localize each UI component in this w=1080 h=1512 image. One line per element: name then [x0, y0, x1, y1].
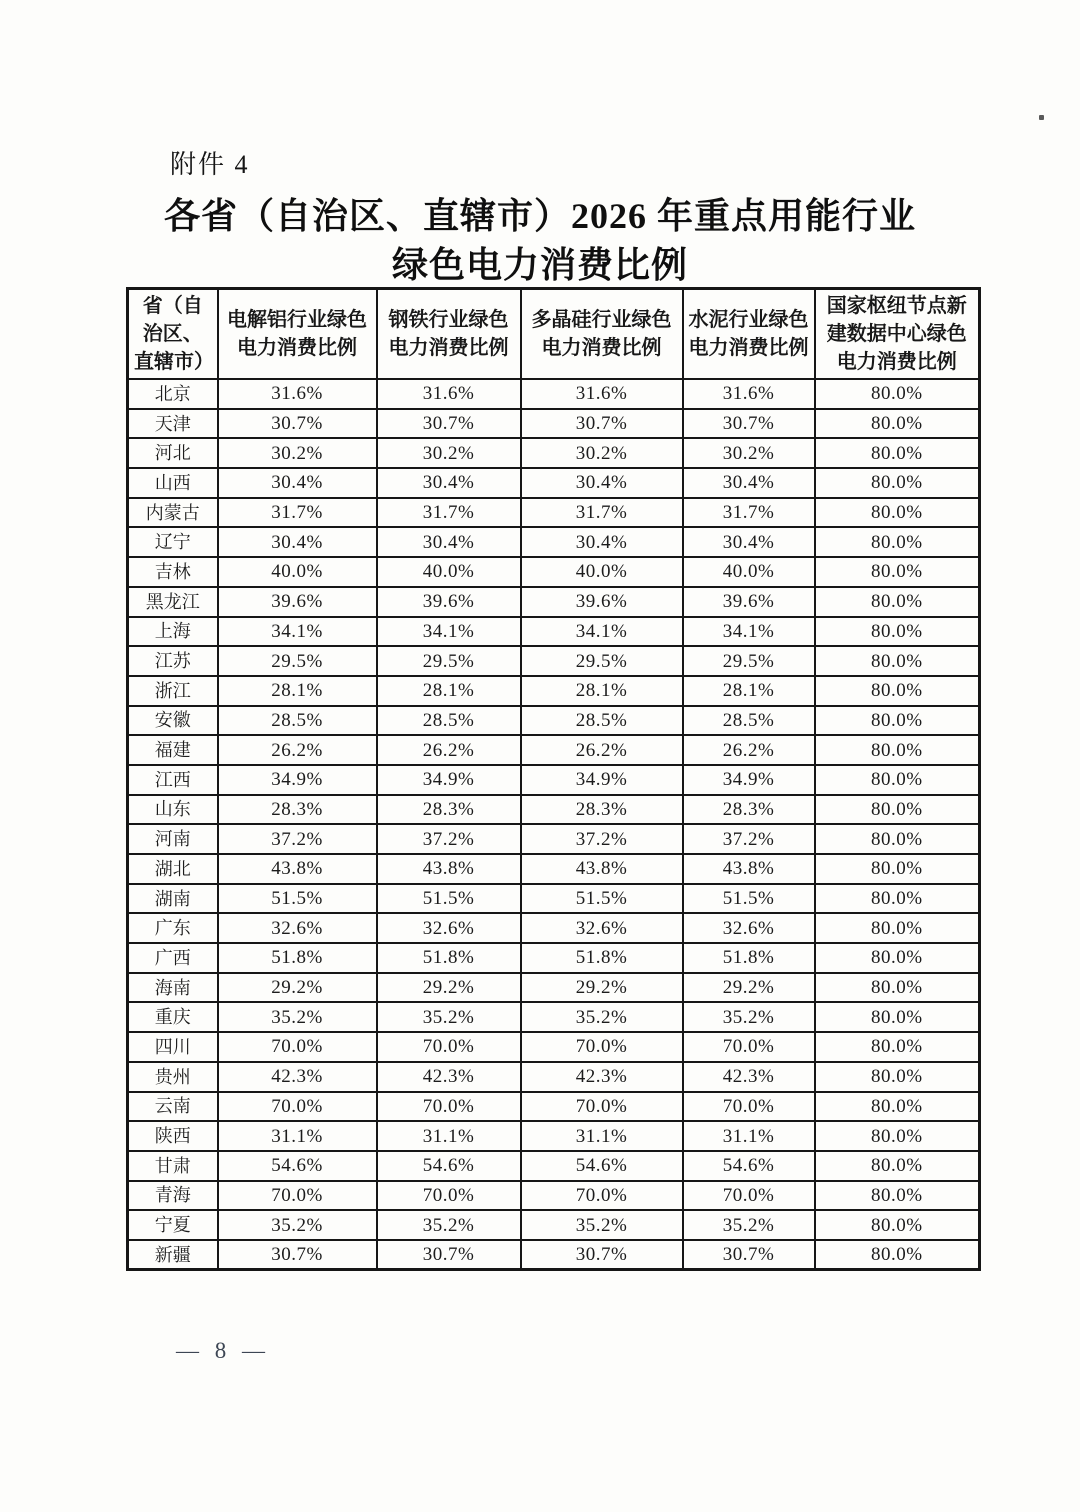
ratio-value: 35.2%	[683, 1210, 815, 1240]
province-name: 辽宁	[128, 527, 218, 557]
ratio-value: 30.4%	[521, 527, 683, 557]
province-name: 天津	[128, 409, 218, 439]
ratio-value: 80.0%	[815, 1092, 980, 1122]
ratio-value: 80.0%	[815, 557, 980, 587]
ratio-value: 31.6%	[521, 379, 683, 409]
ratio-value: 28.5%	[683, 706, 815, 736]
ratio-value: 43.8%	[377, 854, 521, 884]
title-line-2: 绿色电力消费比例	[391, 245, 688, 285]
ratio-value: 70.0%	[377, 1032, 521, 1062]
ratio-value: 30.4%	[218, 527, 377, 557]
ratio-value: 34.1%	[377, 617, 521, 647]
ratio-value: 31.6%	[218, 379, 377, 409]
ratio-value: 51.8%	[377, 943, 521, 973]
ratio-value: 29.2%	[218, 973, 377, 1003]
ratio-value: 32.6%	[218, 913, 377, 943]
col-header-cement: 水泥行业绿色电力消费比例	[683, 289, 815, 380]
ratio-value: 39.6%	[218, 587, 377, 617]
province-name: 河北	[128, 438, 218, 468]
ratio-value: 80.0%	[815, 438, 980, 468]
ratio-value: 80.0%	[815, 1032, 980, 1062]
ratio-value: 51.5%	[218, 884, 377, 914]
ratio-value: 29.2%	[377, 973, 521, 1003]
province-name: 江西	[128, 765, 218, 795]
table-row	[128, 1032, 980, 1062]
province-name: 安徽	[128, 706, 218, 736]
ratio-value: 39.6%	[377, 587, 521, 617]
ratio-value: 80.0%	[815, 379, 980, 409]
ratio-value: 80.0%	[815, 498, 980, 528]
ratio-value: 54.6%	[683, 1151, 815, 1181]
ratio-value: 40.0%	[377, 557, 521, 587]
ratio-value: 30.4%	[521, 468, 683, 498]
ratio-value: 30.4%	[377, 527, 521, 557]
ratio-value: 30.7%	[377, 409, 521, 439]
ratio-value: 35.2%	[218, 1002, 377, 1032]
ratio-value: 29.5%	[218, 646, 377, 676]
province-name: 上海	[128, 617, 218, 647]
ratio-value: 80.0%	[815, 795, 980, 825]
ratio-value: 80.0%	[815, 646, 980, 676]
title-line-1: 各省（自治区、直辖市）2026 年重点用能行业	[163, 196, 916, 236]
ratio-value: 80.0%	[815, 468, 980, 498]
ratio-value: 28.3%	[521, 795, 683, 825]
ratio-value: 34.9%	[683, 765, 815, 795]
ratio-value: 30.7%	[218, 1240, 377, 1270]
ratio-value: 34.9%	[521, 765, 683, 795]
ratio-value: 70.0%	[683, 1181, 815, 1211]
ratio-value: 29.2%	[521, 973, 683, 1003]
table-row	[128, 706, 980, 736]
ratio-value: 30.2%	[683, 438, 815, 468]
ratio-value: 54.6%	[521, 1151, 683, 1181]
ratio-value: 31.7%	[377, 498, 521, 528]
ratio-value: 28.5%	[218, 706, 377, 736]
ratio-value: 30.2%	[218, 438, 377, 468]
table-row	[128, 943, 980, 973]
ratio-value: 37.2%	[521, 824, 683, 854]
ratio-value: 35.2%	[521, 1002, 683, 1032]
ratio-value: 31.1%	[521, 1121, 683, 1151]
ratio-value: 28.1%	[683, 676, 815, 706]
table-row	[128, 1121, 980, 1151]
ratio-value: 80.0%	[815, 1210, 980, 1240]
col-header-steel: 钢铁行业绿色电力消费比例	[377, 289, 521, 380]
ratio-value: 70.0%	[683, 1092, 815, 1122]
ratio-value: 29.5%	[683, 646, 815, 676]
table-row	[128, 438, 980, 468]
ratio-value: 70.0%	[377, 1092, 521, 1122]
ratio-value: 39.6%	[521, 587, 683, 617]
attachment-label: 附件 4	[170, 150, 250, 179]
table-row	[128, 735, 980, 765]
province-name: 青海	[128, 1181, 218, 1211]
ratio-value: 26.2%	[521, 735, 683, 765]
ratio-value: 80.0%	[815, 824, 980, 854]
table-row	[128, 824, 980, 854]
ratio-value: 54.6%	[377, 1151, 521, 1181]
table-row	[128, 409, 980, 439]
col-header-datacenter: 国家枢纽节点新建数据中心绿色电力消费比例	[815, 289, 980, 380]
ratio-value: 35.2%	[377, 1210, 521, 1240]
page-number: — 8 —	[176, 1338, 270, 1363]
col-header-electrolytic-aluminum: 电解铝行业绿色电力消费比例	[218, 289, 377, 380]
province-name: 广东	[128, 913, 218, 943]
province-name: 新疆	[128, 1240, 218, 1270]
document-title	[0, 192, 1080, 290]
ratio-value: 35.2%	[218, 1210, 377, 1240]
ratio-value: 80.0%	[815, 706, 980, 736]
ratio-value: 43.8%	[218, 854, 377, 884]
ratio-value: 70.0%	[683, 1032, 815, 1062]
ratio-value: 80.0%	[815, 943, 980, 973]
ratio-value: 80.0%	[815, 735, 980, 765]
ratio-value: 80.0%	[815, 1240, 980, 1270]
ratio-value: 26.2%	[683, 735, 815, 765]
table-row	[128, 1062, 980, 1092]
ratio-value: 34.1%	[521, 617, 683, 647]
ratio-value: 51.8%	[218, 943, 377, 973]
ratio-value: 30.2%	[377, 438, 521, 468]
table-row	[128, 527, 980, 557]
ratio-value: 70.0%	[218, 1092, 377, 1122]
table-row	[128, 498, 980, 528]
ratio-value: 34.1%	[218, 617, 377, 647]
ratio-value: 30.7%	[218, 409, 377, 439]
ratio-value: 80.0%	[815, 587, 980, 617]
table-row	[128, 557, 980, 587]
ratio-value: 34.9%	[218, 765, 377, 795]
ratio-value: 70.0%	[521, 1181, 683, 1211]
province-name: 山西	[128, 468, 218, 498]
ratio-value: 80.0%	[815, 527, 980, 557]
table-row	[128, 1151, 980, 1181]
ratio-value: 30.4%	[218, 468, 377, 498]
ratio-value: 80.0%	[815, 854, 980, 884]
province-name: 甘肃	[128, 1151, 218, 1181]
ratio-value: 30.4%	[377, 468, 521, 498]
ratio-value: 80.0%	[815, 1151, 980, 1181]
ratio-value: 51.5%	[377, 884, 521, 914]
ratio-value: 30.4%	[683, 468, 815, 498]
ratio-value: 51.8%	[521, 943, 683, 973]
ratio-value: 35.2%	[683, 1002, 815, 1032]
ratio-value: 42.3%	[377, 1062, 521, 1092]
ratio-value: 28.1%	[218, 676, 377, 706]
province-name: 海南	[128, 973, 218, 1003]
table-row	[128, 913, 980, 943]
col-header-polysilicon: 多晶硅行业绿色电力消费比例	[521, 289, 683, 380]
ratio-value: 80.0%	[815, 913, 980, 943]
province-name: 湖南	[128, 884, 218, 914]
green-power-ratio-table	[126, 287, 981, 1271]
ratio-value: 70.0%	[377, 1181, 521, 1211]
table-row	[128, 1210, 980, 1240]
ratio-value: 28.5%	[377, 706, 521, 736]
table-row	[128, 765, 980, 795]
ratio-value: 26.2%	[218, 735, 377, 765]
province-name: 内蒙古	[128, 498, 218, 528]
province-name: 北京	[128, 379, 218, 409]
ratio-value: 30.7%	[683, 1240, 815, 1270]
ratio-value: 31.7%	[521, 498, 683, 528]
ratio-value: 31.1%	[377, 1121, 521, 1151]
ratio-value: 80.0%	[815, 973, 980, 1003]
ratio-value: 32.6%	[377, 913, 521, 943]
ratio-value: 80.0%	[815, 1002, 980, 1032]
ratio-value: 35.2%	[377, 1002, 521, 1032]
ratio-value: 34.1%	[683, 617, 815, 647]
header-row	[128, 289, 980, 380]
ratio-value: 26.2%	[377, 735, 521, 765]
ratio-value: 40.0%	[683, 557, 815, 587]
ratio-value: 51.8%	[683, 943, 815, 973]
ratio-value: 29.2%	[683, 973, 815, 1003]
table-row	[128, 1092, 980, 1122]
ratio-value: 42.3%	[218, 1062, 377, 1092]
ratio-value: 80.0%	[815, 765, 980, 795]
ratio-value: 43.8%	[683, 854, 815, 884]
ratio-value: 42.3%	[683, 1062, 815, 1092]
ratio-value: 28.3%	[218, 795, 377, 825]
ratio-value: 35.2%	[521, 1210, 683, 1240]
ratio-value: 30.7%	[521, 409, 683, 439]
ratio-value: 34.9%	[377, 765, 521, 795]
ratio-value: 80.0%	[815, 884, 980, 914]
province-name: 黑龙江	[128, 587, 218, 617]
ratio-value: 37.2%	[218, 824, 377, 854]
province-name: 宁夏	[128, 1210, 218, 1240]
ratio-value: 80.0%	[815, 409, 980, 439]
ratio-value: 31.7%	[683, 498, 815, 528]
ratio-value: 30.7%	[521, 1240, 683, 1270]
province-name: 贵州	[128, 1062, 218, 1092]
province-name: 山东	[128, 795, 218, 825]
ratio-value: 40.0%	[218, 557, 377, 587]
table-row	[128, 1002, 980, 1032]
ratio-value: 39.6%	[683, 587, 815, 617]
ratio-value: 70.0%	[521, 1092, 683, 1122]
ratio-value: 31.6%	[377, 379, 521, 409]
table-row	[128, 1240, 980, 1270]
province-name: 重庆	[128, 1002, 218, 1032]
table-row	[128, 587, 980, 617]
col-header-province: 省（自治区、直辖市）	[128, 289, 218, 380]
province-name: 河南	[128, 824, 218, 854]
province-name: 浙江	[128, 676, 218, 706]
province-name: 陕西	[128, 1121, 218, 1151]
ratio-value: 31.1%	[683, 1121, 815, 1151]
ratio-value: 80.0%	[815, 1062, 980, 1092]
ratio-value: 31.7%	[218, 498, 377, 528]
table-row	[128, 468, 980, 498]
table-row	[128, 676, 980, 706]
ratio-value: 80.0%	[815, 1121, 980, 1151]
scan-speck	[1039, 115, 1044, 120]
ratio-value: 80.0%	[815, 617, 980, 647]
province-name: 云南	[128, 1092, 218, 1122]
ratio-value: 40.0%	[521, 557, 683, 587]
table-row	[128, 973, 980, 1003]
ratio-value: 31.1%	[218, 1121, 377, 1151]
province-name: 吉林	[128, 557, 218, 587]
ratio-value: 32.6%	[521, 913, 683, 943]
ratio-value: 30.2%	[521, 438, 683, 468]
table-row	[128, 1181, 980, 1211]
ratio-value: 43.8%	[521, 854, 683, 884]
ratio-value: 80.0%	[815, 676, 980, 706]
ratio-value: 28.5%	[521, 706, 683, 736]
ratio-value: 28.1%	[377, 676, 521, 706]
ratio-value: 51.5%	[521, 884, 683, 914]
ratio-value: 30.7%	[377, 1240, 521, 1270]
ratio-value: 29.5%	[377, 646, 521, 676]
ratio-value: 28.3%	[377, 795, 521, 825]
province-name: 广西	[128, 943, 218, 973]
ratio-value: 29.5%	[521, 646, 683, 676]
table-row	[128, 854, 980, 884]
ratio-value: 37.2%	[377, 824, 521, 854]
table-row	[128, 795, 980, 825]
ratio-value: 54.6%	[218, 1151, 377, 1181]
ratio-value: 28.1%	[521, 676, 683, 706]
table-row	[128, 617, 980, 647]
ratio-value: 31.6%	[683, 379, 815, 409]
ratio-value: 30.7%	[683, 409, 815, 439]
province-name: 四川	[128, 1032, 218, 1062]
ratio-value: 37.2%	[683, 824, 815, 854]
ratio-value: 70.0%	[218, 1032, 377, 1062]
province-name: 福建	[128, 735, 218, 765]
table-row	[128, 884, 980, 914]
province-name: 湖北	[128, 854, 218, 884]
ratio-value: 42.3%	[521, 1062, 683, 1092]
ratio-value: 30.4%	[683, 527, 815, 557]
ratio-value: 32.6%	[683, 913, 815, 943]
ratio-value: 70.0%	[218, 1181, 377, 1211]
ratio-value: 80.0%	[815, 1181, 980, 1211]
province-name: 江苏	[128, 646, 218, 676]
ratio-value: 70.0%	[521, 1032, 683, 1062]
table-row	[128, 646, 980, 676]
ratio-value: 51.5%	[683, 884, 815, 914]
table-row	[128, 379, 980, 409]
ratio-value: 28.3%	[683, 795, 815, 825]
